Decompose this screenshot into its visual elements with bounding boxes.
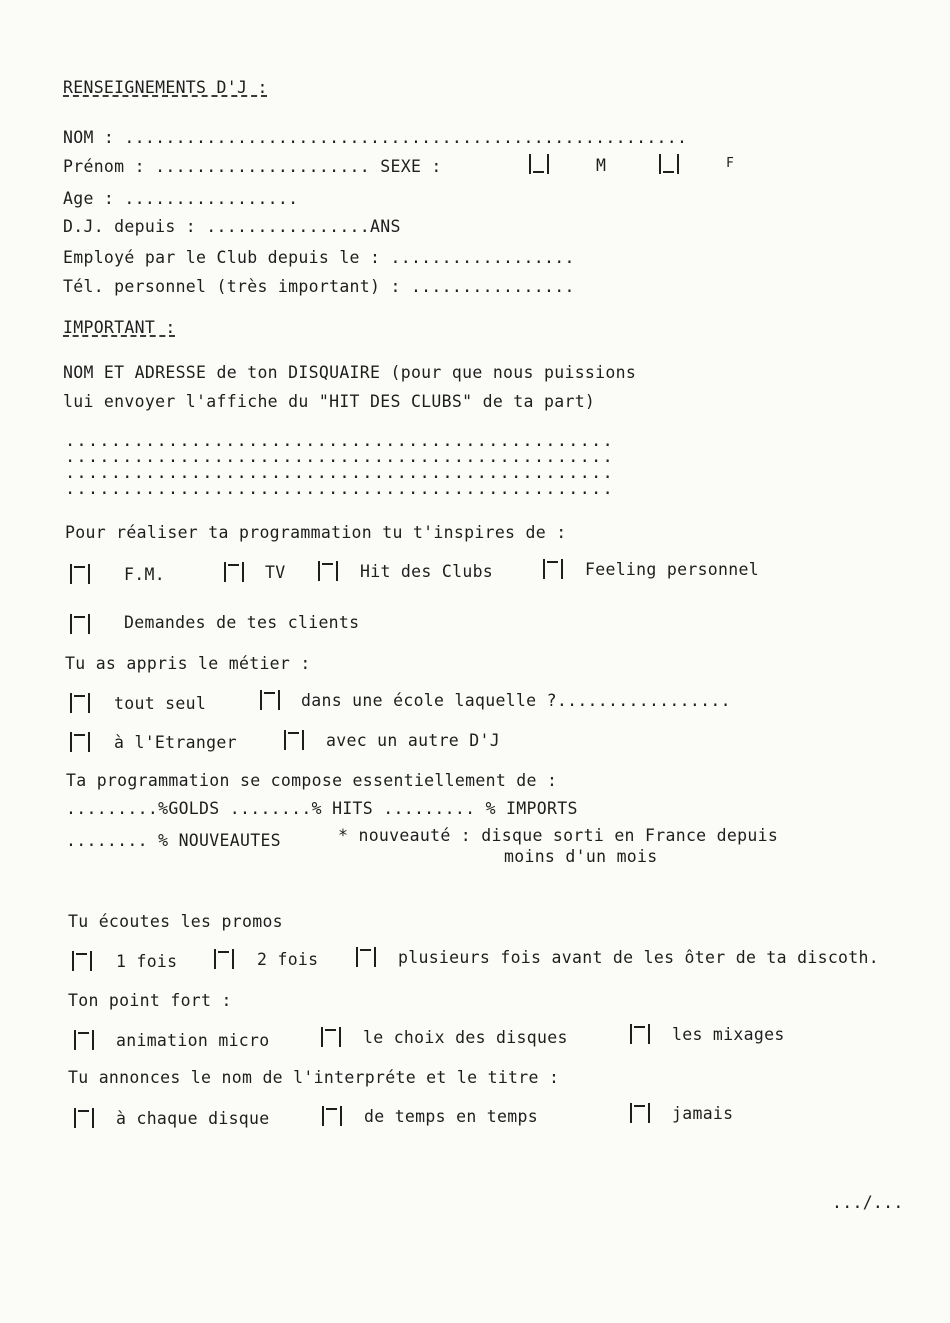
field-prenom[interactable]: Prénom : ..................... SEXE : xyxy=(63,157,442,176)
note-nouveaute-2: moins d'un mois xyxy=(504,847,658,866)
label-hit-des-clubs: Hit des Clubs xyxy=(360,562,494,581)
question-point-fort: Ton point fort : xyxy=(68,991,232,1010)
question-composition: Ta programmation se compose essentiellement de : xyxy=(66,771,558,790)
label-ecole[interactable]: dans une école laquelle ?................. xyxy=(301,691,731,710)
checkbox-sex-m[interactable] xyxy=(527,154,549,174)
checkbox-hit-des-clubs[interactable] xyxy=(316,561,338,581)
label-1-fois: 1 fois xyxy=(116,952,178,971)
field-nom[interactable]: NOM : ....................................................... xyxy=(63,128,688,147)
disquaire-line-4[interactable]: ................................................ xyxy=(65,447,614,467)
label-mixages: les mixages xyxy=(672,1025,785,1044)
checkbox-mixages[interactable] xyxy=(628,1024,650,1044)
note-nouveaute-1: * nouveauté : disque sorti en France depuis xyxy=(338,826,779,845)
field-employe-depuis[interactable]: Employé par le Club depuis le : .................. xyxy=(63,248,575,267)
checkbox-temps-en-temps[interactable] xyxy=(320,1106,342,1126)
checkbox-sex-f[interactable] xyxy=(657,154,679,174)
composition-line-1[interactable]: .........%GOLDS ........% HITS ......... % IMPORTS xyxy=(66,799,578,818)
label-chaque-disque: à chaque disque xyxy=(116,1109,270,1128)
label-sex-f: F xyxy=(726,156,735,171)
label-tout-seul: tout seul xyxy=(114,694,207,713)
page-continuation: .../... xyxy=(832,1193,904,1212)
section-header-important: IMPORTANT : xyxy=(63,318,176,337)
section-header-dj: RENSEIGNEMENTS D'J : xyxy=(63,78,268,97)
label-etranger: à l'Etranger xyxy=(114,733,237,752)
checkbox-fm[interactable] xyxy=(68,564,90,584)
question-annonce: Tu annonces le nom de l'interpréte et le titre : xyxy=(68,1068,560,1087)
field-dj-depuis[interactable]: D.J. depuis : ................ANS xyxy=(63,217,401,236)
checkbox-etranger[interactable] xyxy=(68,732,90,752)
label-animation-micro: animation micro xyxy=(116,1031,270,1050)
label-autre-dj: avec un autre D'J xyxy=(326,731,500,750)
field-age[interactable]: Age : ................. xyxy=(63,189,299,208)
field-tel[interactable]: Tél. personnel (très important) : ................ xyxy=(63,277,575,296)
label-2-fois: 2 fois xyxy=(257,950,319,969)
checkbox-tv[interactable] xyxy=(222,562,244,582)
disquaire-text-2: lui envoyer l'affiche du "HIT DES CLUBS" de ta part) xyxy=(63,392,596,411)
label-tv: TV xyxy=(265,563,286,582)
composition-line-2[interactable]: ........ % NOUVEAUTES xyxy=(66,831,281,850)
checkbox-chaque-disque[interactable] xyxy=(72,1108,94,1128)
checkbox-autre-dj[interactable] xyxy=(282,730,304,750)
label-sex-m: M xyxy=(596,156,607,175)
checkbox-tout-seul[interactable] xyxy=(68,693,90,713)
checkbox-choix-disques[interactable] xyxy=(319,1027,341,1047)
label-choix-disques: le choix des disques xyxy=(363,1028,568,1047)
checkbox-ecole[interactable] xyxy=(258,690,280,710)
question-programmation: Pour réaliser ta programmation tu t'inspires de : xyxy=(65,523,567,542)
question-metier: Tu as appris le métier : xyxy=(65,654,311,673)
label-feeling: Feeling personnel xyxy=(585,560,759,579)
disquaire-line-2[interactable]: ................................................ xyxy=(65,463,614,483)
label-temps-en-temps: de temps en temps xyxy=(364,1107,538,1126)
disquaire-text-1: NOM ET ADRESSE de ton DISQUAIRE (pour que nous puissions xyxy=(63,363,637,382)
label-fm: F.M. xyxy=(124,565,165,584)
checkbox-demandes[interactable] xyxy=(68,614,90,634)
checkbox-1-fois[interactable] xyxy=(70,951,92,971)
label-plusieurs-fois: plusieurs fois avant de les ôter de ta discoth. xyxy=(398,948,879,967)
label-demandes: Demandes de tes clients xyxy=(124,613,360,632)
disquaire-line-1[interactable]: ................................................ xyxy=(65,431,614,451)
disquaire-line-3[interactable]: ................................................ xyxy=(65,479,614,499)
checkbox-animation-micro[interactable] xyxy=(72,1030,94,1050)
checkbox-feeling[interactable] xyxy=(541,559,563,579)
question-promos: Tu écoutes les promos xyxy=(68,912,283,931)
checkbox-2-fois[interactable] xyxy=(212,949,234,969)
checkbox-plusieurs-fois[interactable] xyxy=(354,947,376,967)
checkbox-jamais[interactable] xyxy=(628,1103,650,1123)
label-jamais: jamais xyxy=(672,1104,734,1123)
